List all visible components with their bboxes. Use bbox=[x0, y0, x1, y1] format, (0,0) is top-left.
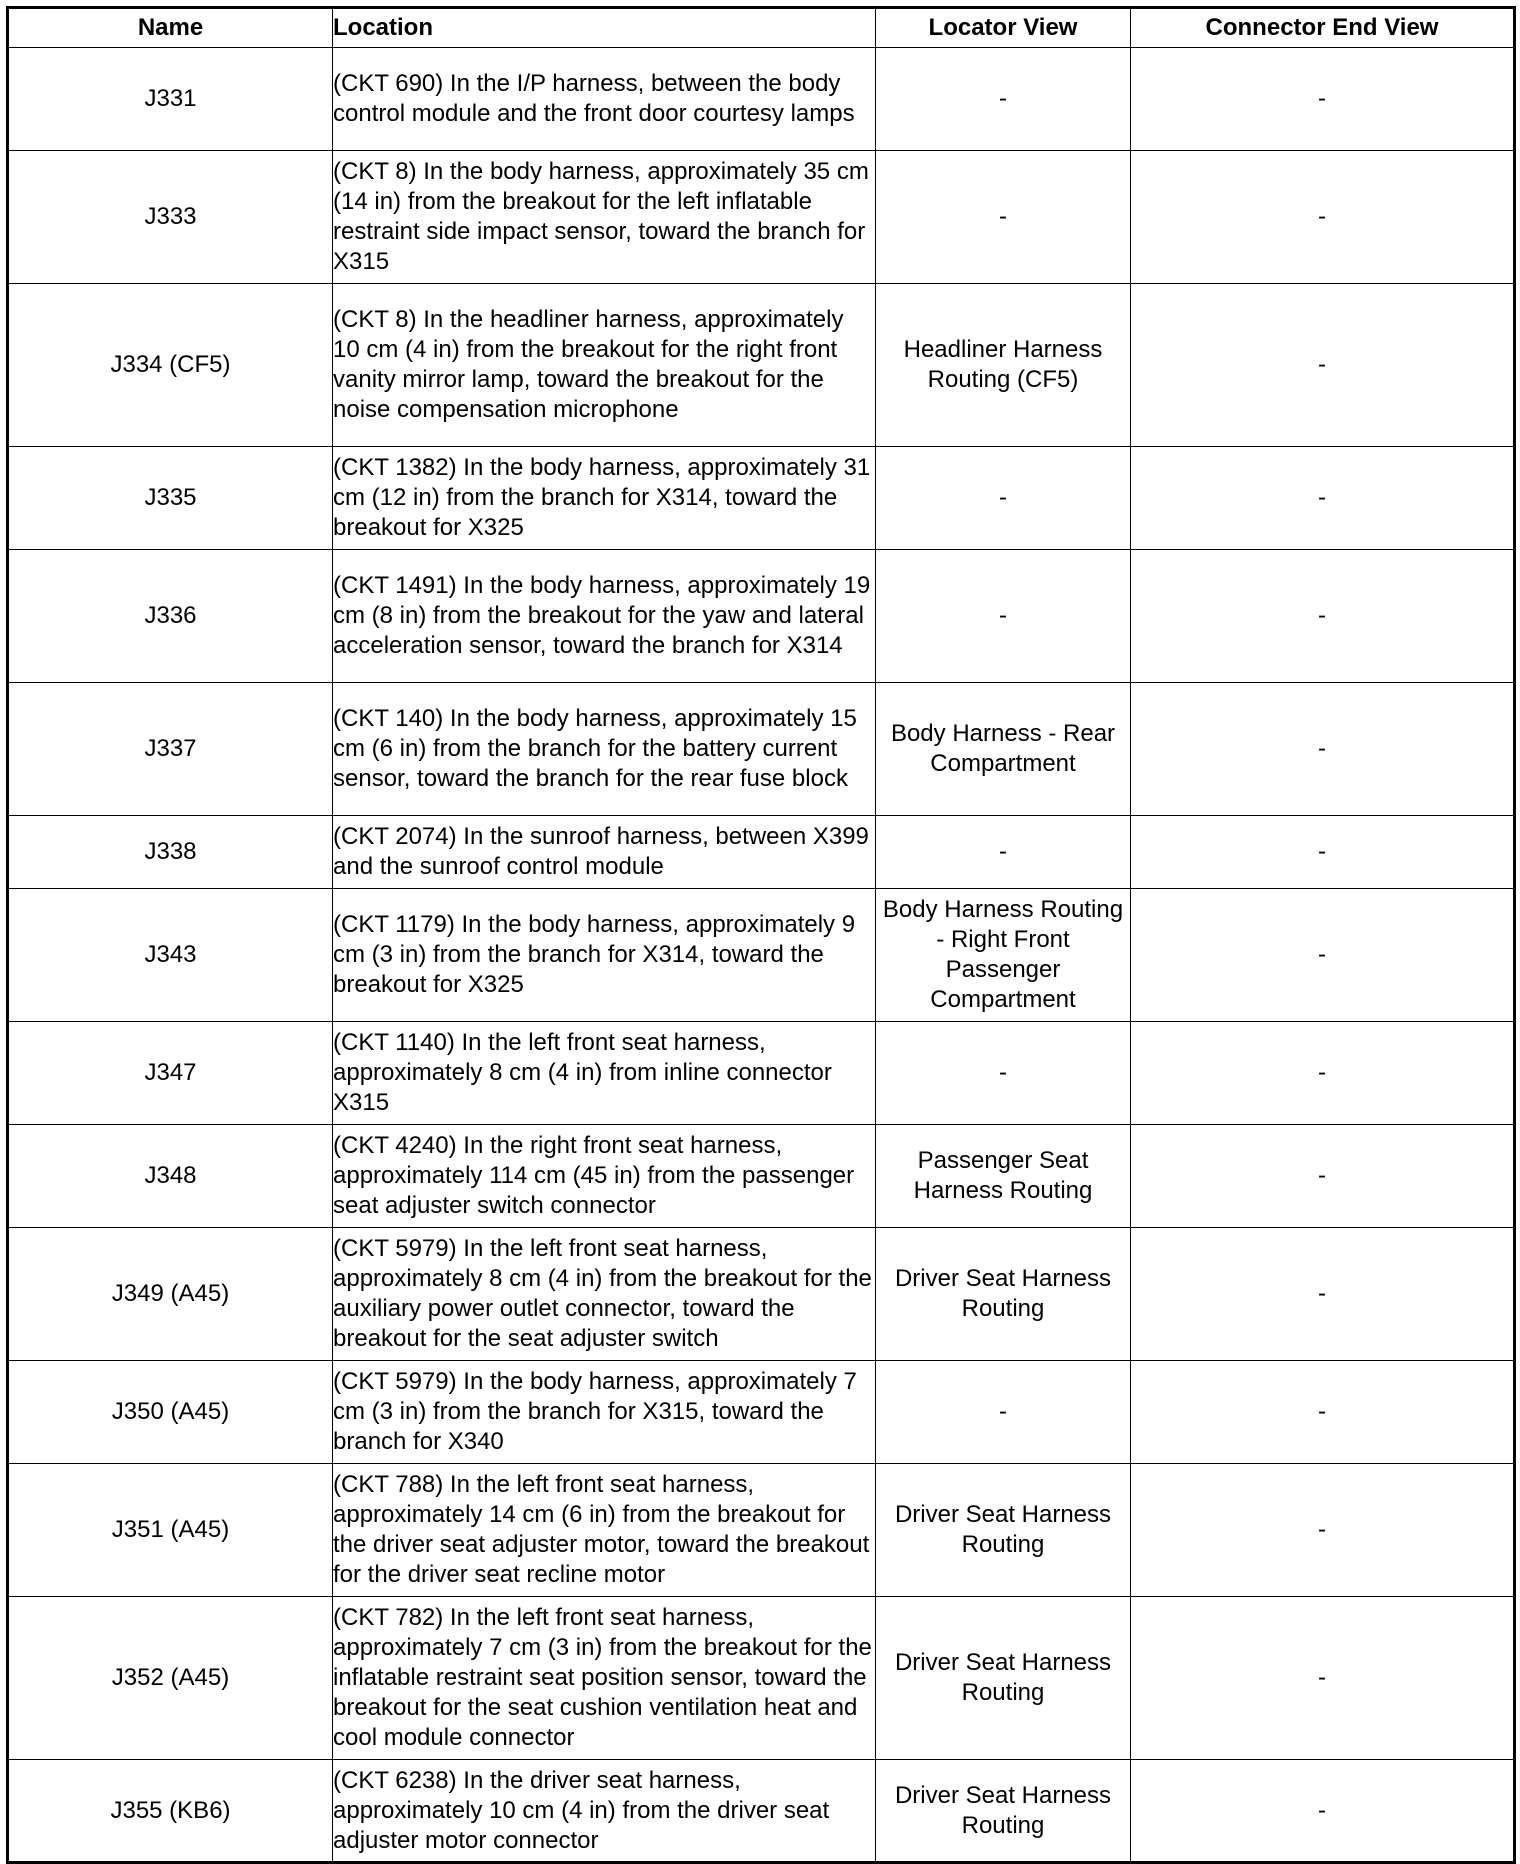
cell-location: (CKT 8) In the headliner harness, approximately 10 cm (4 in) from the breakout for the right front vanity mirror lamp, toward the breakout for the noise compensation microphone bbox=[333, 284, 876, 447]
cell-connector-end-view: - bbox=[1131, 889, 1515, 1022]
table-row bbox=[8, 1464, 1515, 1597]
table-row bbox=[8, 447, 1515, 550]
cell-locator-view: Headliner Harness Routing (CF5) bbox=[876, 284, 1131, 447]
cell-name: J350 (A45) bbox=[8, 1361, 333, 1464]
cell-locator-view: Driver Seat Harness Routing bbox=[876, 1597, 1131, 1760]
cell-name: J355 (KB6) bbox=[8, 1760, 333, 1863]
cell-locator-view: Body Harness - Rear Compartment bbox=[876, 683, 1131, 816]
cell-connector-end-view: - bbox=[1131, 550, 1515, 683]
table-row bbox=[8, 1597, 1515, 1760]
table-row bbox=[8, 683, 1515, 816]
cell-locator-view: - bbox=[876, 48, 1131, 151]
cell-connector-end-view: - bbox=[1131, 1022, 1515, 1125]
cell-name: J333 bbox=[8, 151, 333, 284]
table-header-row bbox=[8, 8, 1515, 48]
table-row bbox=[8, 1125, 1515, 1228]
cell-locator-view: - bbox=[876, 1022, 1131, 1125]
table-row bbox=[8, 48, 1515, 151]
cell-name: J352 (A45) bbox=[8, 1597, 333, 1760]
cell-location: (CKT 4240) In the right front seat harness, approximately 114 cm (45 in) from the passenger seat adjuster switch connector bbox=[333, 1125, 876, 1228]
cell-connector-end-view: - bbox=[1131, 683, 1515, 816]
cell-locator-view: Passenger Seat Harness Routing bbox=[876, 1125, 1131, 1228]
cell-name: J348 bbox=[8, 1125, 333, 1228]
cell-location: (CKT 2074) In the sunroof harness, between X399 and the sunroof control module bbox=[333, 816, 876, 889]
cell-location: (CKT 1179) In the body harness, approximately 9 cm (3 in) from the branch for X314, toward the breakout for X325 bbox=[333, 889, 876, 1022]
cell-locator-view: - bbox=[876, 1361, 1131, 1464]
cell-connector-end-view: - bbox=[1131, 284, 1515, 447]
cell-location: (CKT 140) In the body harness, approximately 15 cm (6 in) from the branch for the battery current sensor, toward the branch for the rear fuse block bbox=[333, 683, 876, 816]
table-row bbox=[8, 816, 1515, 889]
table-row bbox=[8, 1760, 1515, 1863]
cell-name: J334 (CF5) bbox=[8, 284, 333, 447]
column-header-location: Location bbox=[333, 8, 876, 48]
cell-location: (CKT 1140) In the left front seat harness, approximately 8 cm (4 in) from inline connector X315 bbox=[333, 1022, 876, 1125]
cell-locator-view: Body Harness Routing - Right Front Passenger Compartment bbox=[876, 889, 1131, 1022]
cell-name: J337 bbox=[8, 683, 333, 816]
cell-locator-view: - bbox=[876, 550, 1131, 683]
cell-location: (CKT 1382) In the body harness, approximately 31 cm (12 in) from the branch for X314, toward the breakout for X325 bbox=[333, 447, 876, 550]
cell-connector-end-view: - bbox=[1131, 1597, 1515, 1760]
column-header-connector-end-view: Connector End View bbox=[1131, 8, 1515, 48]
table-row bbox=[8, 1022, 1515, 1125]
cell-locator-view: - bbox=[876, 816, 1131, 889]
table-row bbox=[8, 889, 1515, 1022]
cell-location: (CKT 5979) In the left front seat harness, approximately 8 cm (4 in) from the breakout for the auxiliary power outlet connector, toward the breakout for the seat adjuster switch bbox=[333, 1228, 876, 1361]
cell-connector-end-view: - bbox=[1131, 1760, 1515, 1863]
cell-connector-end-view: - bbox=[1131, 1125, 1515, 1228]
cell-name: J351 (A45) bbox=[8, 1464, 333, 1597]
cell-locator-view: Driver Seat Harness Routing bbox=[876, 1464, 1131, 1597]
cell-connector-end-view: - bbox=[1131, 1464, 1515, 1597]
cell-location: (CKT 6238) In the driver seat harness, approximately 10 cm (4 in) from the driver seat adjuster motor connector bbox=[333, 1760, 876, 1863]
cell-location: (CKT 5979) In the body harness, approximately 7 cm (3 in) from the branch for X315, toward the branch for X340 bbox=[333, 1361, 876, 1464]
cell-connector-end-view: - bbox=[1131, 1361, 1515, 1464]
splice-location-table bbox=[6, 6, 1516, 1864]
cell-locator-view: - bbox=[876, 151, 1131, 284]
cell-name: J338 bbox=[8, 816, 333, 889]
cell-connector-end-view: - bbox=[1131, 151, 1515, 284]
column-header-locator-view: Locator View bbox=[876, 8, 1131, 48]
table-row bbox=[8, 284, 1515, 447]
cell-location: (CKT 1491) In the body harness, approximately 19 cm (8 in) from the breakout for the yaw and lateral acceleration sensor, toward the branch for X314 bbox=[333, 550, 876, 683]
cell-locator-view: Driver Seat Harness Routing bbox=[876, 1760, 1131, 1863]
cell-name: J335 bbox=[8, 447, 333, 550]
table-row bbox=[8, 550, 1515, 683]
cell-locator-view: - bbox=[876, 447, 1131, 550]
cell-location: (CKT 782) In the left front seat harness, approximately 7 cm (3 in) from the breakout for the inflatable restraint seat position sensor, toward the breakout for the seat cushion ventilation heat and cool module connector bbox=[333, 1597, 876, 1760]
cell-name: J336 bbox=[8, 550, 333, 683]
column-header-name: Name bbox=[8, 8, 333, 48]
cell-location: (CKT 8) In the body harness, approximately 35 cm (14 in) from the breakout for the left inflatable restraint side impact sensor, toward the branch for X315 bbox=[333, 151, 876, 284]
cell-name: J331 bbox=[8, 48, 333, 151]
table-row bbox=[8, 1361, 1515, 1464]
table-row bbox=[8, 1228, 1515, 1361]
cell-locator-view: Driver Seat Harness Routing bbox=[876, 1228, 1131, 1361]
cell-connector-end-view: - bbox=[1131, 447, 1515, 550]
table-row bbox=[8, 151, 1515, 284]
cell-name: J349 (A45) bbox=[8, 1228, 333, 1361]
cell-name: J343 bbox=[8, 889, 333, 1022]
cell-connector-end-view: - bbox=[1131, 816, 1515, 889]
cell-location: (CKT 788) In the left front seat harness, approximately 14 cm (6 in) from the breakout for the driver seat adjuster motor, toward the breakout for the driver seat recline motor bbox=[333, 1464, 876, 1597]
cell-connector-end-view: - bbox=[1131, 48, 1515, 151]
cell-connector-end-view: - bbox=[1131, 1228, 1515, 1361]
cell-location: (CKT 690) In the I/P harness, between the body control module and the front door courtesy lamps bbox=[333, 48, 876, 151]
cell-name: J347 bbox=[8, 1022, 333, 1125]
